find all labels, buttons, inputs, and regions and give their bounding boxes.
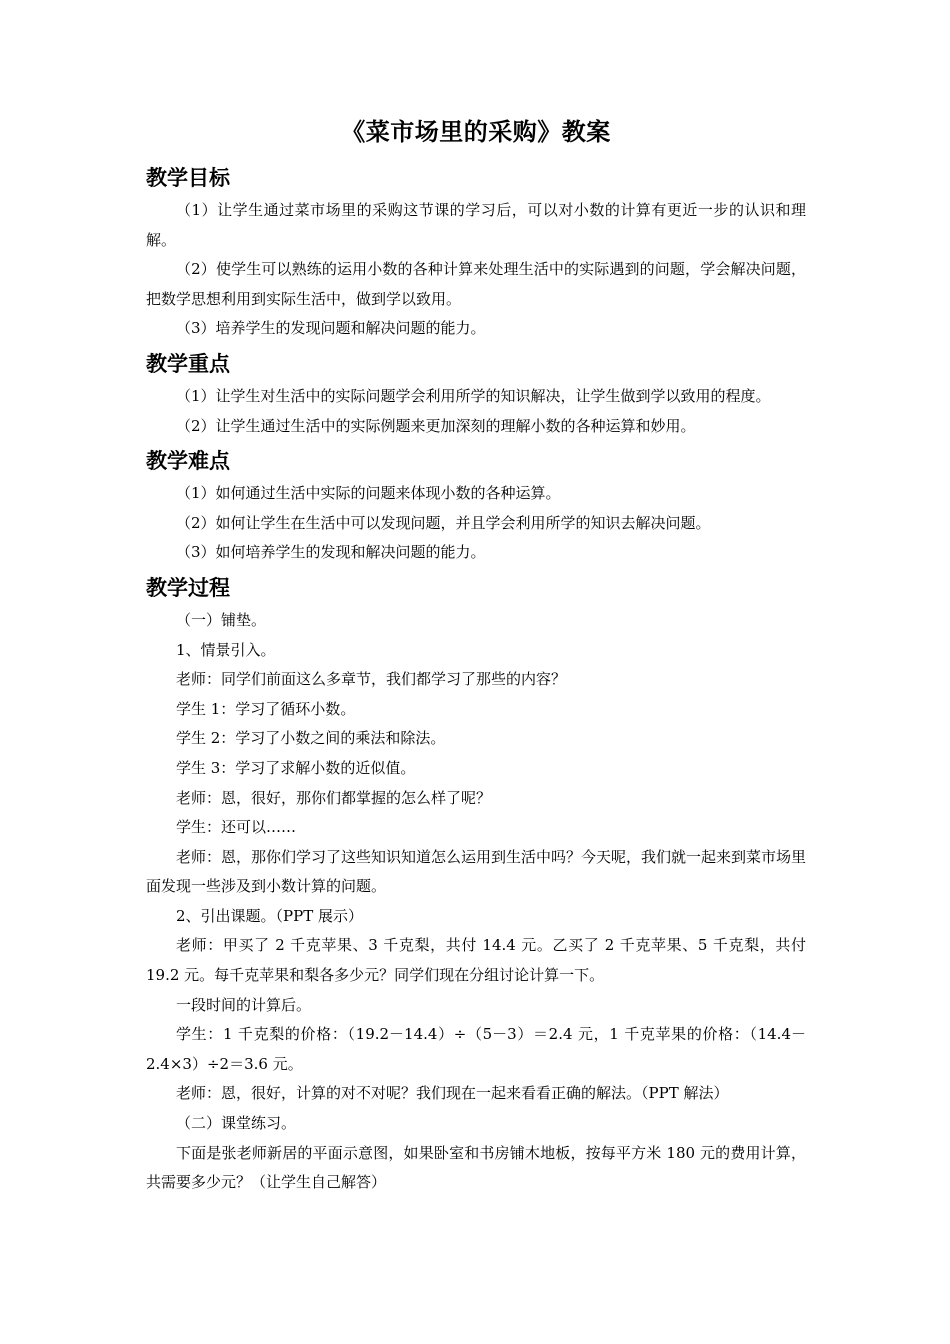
paragraph: 老师：恩，很好，那你们都掌握的怎么样了呢？ [176,788,492,807]
paragraph: （1）让学生对生活中的实际问题学会利用所学的知识解决，让学生做到学以致用的程度。 [176,386,771,405]
section-teaching-objectives [146,162,806,344]
paragraph: （1）让学生通过菜市场里的采购这节课的学习后，可以对小数的计算有更近一步的认识和理解。 [146,201,806,249]
section-key-points [146,348,806,441]
paragraph: 老师：同学们前面这么多章节，我们都学习了那些的内容？ [176,670,567,689]
section-heading: 教学难点 [146,448,230,474]
section-heading: 教学目标 [146,165,230,190]
paragraph: 老师：甲买了 2 千克苹果、3 千克梨，共付 14.4 元。乙买了 2 千克苹果、5 千克梨，共付 19.2 元。每千克苹果和梨各多少元？同学们现在分组讨论计算一下。 [146,936,806,985]
paragraph: （3）如何培养学生的发现和解决问题的能力。 [176,543,486,562]
paragraph: 学生 2：学习了小数之间的乘法和除法。 [176,729,446,748]
section-heading: 教学过程 [146,574,230,600]
paragraph: 学生 3：学习了求解小数的近似值。 [176,758,416,777]
document-page [146,114,806,1202]
section-teaching-process [146,572,806,1198]
paragraph: （3）培养学生的发现问题和解决问题的能力。 [176,319,486,338]
paragraph: （2）如何让学生在生活中可以发现问题，并且学会利用所学的知识去解决问题。 [176,513,711,532]
section-heading: 教学重点 [146,350,230,376]
paragraph: 下面是张老师新居的平面示意图，如果卧室和书房铺木地板，按每平方米 180 元的费用计算，共需要多少元？（让学生自己解答） [146,1143,806,1192]
paragraph: 1、情景引入。 [176,640,276,659]
paragraph: 一段时间的计算后。 [176,995,312,1014]
paragraph: 学生：还可以…… [176,818,297,837]
paragraph: （一）铺垫。 [176,610,267,629]
document-title: 《菜市场里的采购》教案 [341,117,611,146]
paragraph: 老师：恩，很好，计算的对不对呢？我们现在一起来看看正确的解法。（PPT 解法） [176,1084,729,1103]
paragraph: 学生 1：学习了循环小数。 [176,699,356,718]
paragraph: （1）如何通过生活中实际的问题来体现小数的各种运算。 [176,484,561,503]
paragraph: （2）使学生可以熟练的运用小数的各种计算来处理生活中的实际遇到的问题，学会解决问题，把数学思想利用到实际生活中，做到学以致用。 [146,260,806,308]
paragraph: （2）让学生通过生活中的实际例题来更加深刻的理解小数的各种运算和妙用。 [176,416,696,435]
section-difficult-points [146,445,806,568]
paragraph: 学生：1 千克梨的价格：（19.2－14.4）÷（5－3）＝2.4 元，1 千克苹果的价格：（14.4－2.4×3）÷2＝3.6 元。 [146,1025,806,1073]
paragraph: 2、引出课题。（PPT 展示） [176,906,364,925]
paragraph: 老师：恩，那你们学习了这些知识知道怎么运用到生活中吗？今天呢，我们就一起来到菜市场里面发现一些涉及到小数计算的问题。 [146,847,807,896]
paragraph: （二）课堂练习。 [176,1114,297,1133]
